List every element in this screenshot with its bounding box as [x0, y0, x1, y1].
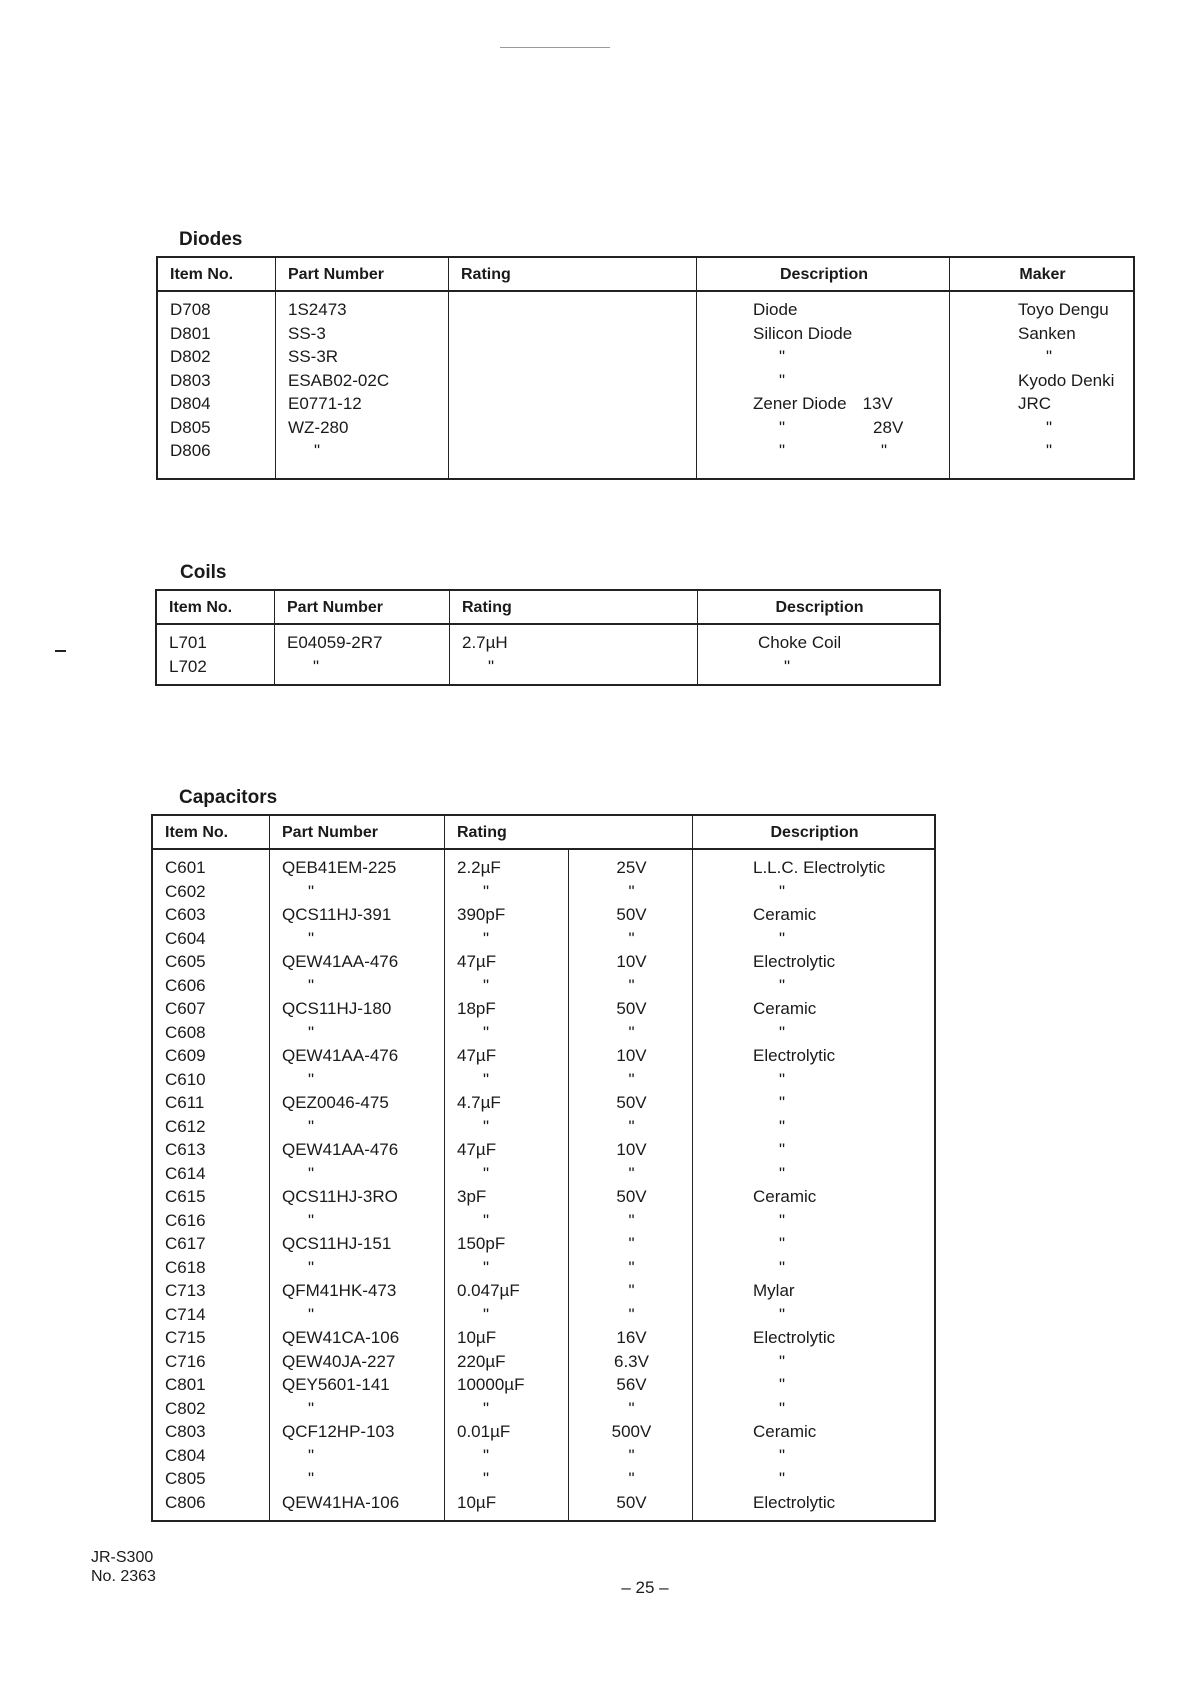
capacitor-description: ": [779, 1234, 786, 1253]
capacitor-item: C606: [165, 975, 206, 995]
capacitor-value: 0.047µF: [457, 1281, 520, 1300]
diodes-header-maker: Maker: [950, 257, 1135, 291]
capacitor-item: C604: [165, 928, 206, 948]
capacitor-part: QEW40JA-227: [282, 1351, 396, 1371]
diode-part: WZ-280: [288, 417, 349, 437]
capacitor-voltage: 50V: [616, 1187, 647, 1206]
capacitor-description: Mylar: [753, 1281, 795, 1300]
footer-model-info: [91, 1548, 156, 1586]
capacitor-description: Ceramic: [753, 1187, 817, 1206]
capacitor-voltage: 50V: [616, 999, 647, 1018]
diode-maker: ": [1046, 441, 1053, 460]
capacitor-voltage: 16V: [616, 1328, 647, 1347]
capacitor-description: ": [779, 1469, 786, 1488]
capacitor-part: ": [308, 1257, 315, 1277]
capacitor-description: ": [779, 1398, 786, 1418]
capacitor-voltage: ": [628, 881, 635, 901]
coil-part: ": [313, 656, 320, 676]
capacitor-part: QCF12HP-103: [282, 1422, 395, 1441]
capacitor-voltage: 10V: [616, 1140, 647, 1159]
capacitor-voltage: 10V: [616, 1046, 647, 1065]
capacitor-value: ": [483, 1210, 490, 1230]
capacitors-header-item: Item No.: [152, 815, 270, 849]
capacitor-value: ": [483, 1304, 490, 1324]
capacitor-value: ": [483, 1022, 490, 1042]
capacitor-item: C610: [165, 1069, 206, 1089]
capacitor-part: QCS11HJ-3RO: [282, 1187, 398, 1206]
capacitor-description: ": [779, 975, 786, 995]
capacitor-item: C714: [165, 1304, 206, 1324]
capacitor-item: C803: [165, 1422, 206, 1441]
capacitor-description: ": [779, 1257, 786, 1277]
capacitor-value: ": [483, 1163, 490, 1183]
diode-part: 1S2473: [288, 300, 347, 319]
diode-part: E0771-12: [288, 394, 362, 413]
diodes-header-part: Part Number: [276, 257, 449, 291]
capacitor-value: 390pF: [457, 905, 506, 924]
capacitor-description: Ceramic: [753, 905, 817, 924]
capacitors-header-part: Part Number: [270, 815, 445, 849]
coils-title: Coils: [180, 562, 227, 583]
capacitor-part: QEB41EM-225: [282, 858, 397, 877]
capacitor-item: C802: [165, 1398, 206, 1418]
capacitors-voltage-col: [569, 849, 693, 1521]
capacitor-part: ": [308, 928, 315, 948]
capacitors-description-col: [693, 849, 936, 1521]
capacitor-value: ": [483, 1398, 490, 1418]
capacitor-voltage: ": [628, 1445, 635, 1465]
diode-item: D708: [170, 300, 211, 319]
capacitor-value: 10000µF: [457, 1375, 525, 1394]
capacitor-item: C601: [165, 858, 206, 877]
capacitor-value: 47µF: [457, 1046, 497, 1065]
capacitor-item: C605: [165, 952, 206, 971]
coils-header-rating: Rating: [450, 590, 698, 624]
capacitor-value: 10µF: [457, 1328, 497, 1347]
coils-header-item: Item No.: [156, 590, 275, 624]
capacitor-value: 47µF: [457, 1140, 497, 1159]
diodes-header-rating: Rating: [449, 257, 697, 291]
coils-header-part: Part Number: [275, 590, 450, 624]
capacitor-part: ": [308, 1069, 315, 1089]
diode-voltage: 28V: [873, 417, 904, 437]
diode-description: ": [779, 370, 786, 390]
coil-description: ": [784, 656, 791, 676]
diode-item: D803: [170, 370, 211, 390]
diode-maker: JRC: [1018, 394, 1052, 413]
capacitors-item-col: [152, 849, 270, 1521]
diode-maker: ": [1046, 417, 1053, 437]
coils-item-col: [156, 624, 275, 685]
capacitor-part: QEW41AA-476: [282, 1140, 399, 1159]
capacitor-voltage: ": [628, 1304, 635, 1324]
capacitor-voltage: 25V: [616, 858, 647, 877]
capacitor-part: QEW41AA-476: [282, 1046, 399, 1065]
capacitor-voltage: 50V: [616, 905, 647, 924]
scan-artifact-line: [500, 47, 610, 48]
capacitor-voltage: ": [628, 1234, 635, 1253]
capacitor-item: C713: [165, 1281, 206, 1300]
capacitor-part: QCS11HJ-391: [282, 905, 392, 924]
capacitor-item: C617: [165, 1234, 206, 1253]
capacitor-description: Ceramic: [753, 999, 817, 1018]
diode-voltage: 13V: [862, 394, 893, 413]
capacitor-item: C616: [165, 1210, 206, 1230]
capacitor-value: ": [483, 1469, 490, 1488]
capacitor-value: ": [483, 1116, 490, 1136]
capacitor-item: C615: [165, 1187, 206, 1206]
capacitor-value: 10µF: [457, 1492, 497, 1512]
diodes-description-col: [697, 291, 950, 479]
diode-description-row: [753, 416, 939, 440]
diodes-header-description: Description: [697, 257, 950, 291]
capacitor-description: ": [779, 1093, 786, 1112]
capacitors-title: Capacitors: [179, 787, 278, 808]
capacitor-part: ": [308, 1116, 315, 1136]
capacitor-part: ": [308, 1445, 315, 1465]
capacitor-voltage: 500V: [611, 1422, 652, 1441]
capacitors-header-rating: Rating: [445, 815, 693, 849]
coils-description-col: [698, 624, 941, 685]
capacitor-value: 150pF: [457, 1234, 506, 1253]
diode-description: ": [779, 347, 786, 366]
capacitor-part: QEW41HA-106: [282, 1492, 400, 1512]
capacitor-description: ": [779, 1375, 786, 1394]
diodes-table: [156, 256, 1135, 480]
model-number: JR-S300: [91, 1549, 154, 1566]
capacitor-description: ": [779, 1351, 786, 1371]
capacitor-part: ": [308, 1210, 315, 1230]
diode-item: D805: [170, 417, 211, 437]
capacitors-part-col: [270, 849, 445, 1521]
capacitors-value-col: [445, 849, 569, 1521]
capacitor-description: ": [779, 881, 786, 901]
coils-table: [155, 589, 941, 686]
capacitor-item: C611: [165, 1093, 205, 1112]
capacitors-header-description: Description: [693, 815, 936, 849]
capacitor-item: C806: [165, 1492, 206, 1512]
capacitor-voltage: ": [628, 928, 635, 948]
capacitor-voltage: ": [628, 1069, 635, 1089]
capacitor-value: ": [483, 1257, 490, 1277]
capacitor-item: C603: [165, 905, 206, 924]
capacitor-part: QFM41HK-473: [282, 1281, 397, 1300]
diode-description: Silicon Diode: [753, 323, 853, 343]
capacitor-description: Electrolytic: [753, 1046, 836, 1065]
diodes-rating-col: [449, 291, 697, 479]
capacitor-voltage: ": [628, 1469, 635, 1488]
capacitor-voltage: ": [628, 975, 635, 995]
capacitor-value: ": [483, 975, 490, 995]
coils-part-col: [275, 624, 450, 685]
coil-part: E04059-2R7: [287, 633, 383, 652]
capacitor-value: 2.2µF: [457, 858, 501, 877]
diode-part: ESAB02-02C: [288, 370, 390, 390]
capacitor-voltage: 10V: [616, 952, 647, 971]
coil-item: L701: [169, 633, 207, 652]
diode-maker: ": [1046, 347, 1053, 366]
capacitor-voltage: ": [628, 1398, 635, 1418]
diode-description-row: [753, 439, 939, 463]
diode-part: ": [314, 441, 321, 460]
diode-description-row: [753, 392, 939, 416]
capacitor-voltage: ": [628, 1281, 635, 1300]
diodes-header-item: Item No.: [157, 257, 276, 291]
capacitor-item: C716: [165, 1351, 206, 1371]
diodes-maker-col: [950, 291, 1135, 479]
capacitor-voltage: ": [628, 1163, 635, 1183]
diode-description: Zener Diode: [753, 394, 847, 413]
capacitor-part: ": [308, 975, 315, 995]
capacitor-description: Electrolytic: [753, 952, 836, 971]
capacitor-voltage: 6.3V: [614, 1351, 649, 1371]
capacitor-value: 0.01µF: [457, 1422, 511, 1441]
capacitor-description: Ceramic: [753, 1422, 817, 1441]
capacitor-part: QEW41AA-476: [282, 952, 399, 971]
capacitor-part: ": [308, 881, 315, 901]
capacitor-voltage: ": [628, 1210, 635, 1230]
diode-item: D802: [170, 347, 211, 366]
capacitor-item: C609: [165, 1046, 206, 1065]
capacitor-description: ": [779, 1022, 786, 1042]
capacitor-voltage: 50V: [616, 1093, 647, 1112]
capacitor-description: ": [779, 1445, 786, 1465]
capacitors-table: [151, 814, 936, 1522]
page-number: – 25 –: [621, 1578, 669, 1597]
capacitor-part: ": [308, 1469, 315, 1488]
diode-voltage: ": [881, 441, 888, 460]
capacitor-description: ": [779, 1116, 786, 1136]
diode-item: D804: [170, 394, 211, 413]
diodes-part-col: [276, 291, 449, 479]
coils-header-description: Description: [698, 590, 941, 624]
capacitor-part: QEY5601-141: [282, 1375, 390, 1394]
capacitor-item: C614: [165, 1163, 206, 1183]
capacitor-item: C607: [165, 999, 206, 1018]
capacitor-description: L.L.C. Electrolytic: [753, 858, 886, 877]
diode-maker: Sanken: [1018, 323, 1076, 343]
capacitor-voltage: 56V: [616, 1375, 647, 1394]
capacitor-value: 3pF: [457, 1187, 487, 1206]
capacitor-voltage: ": [628, 1257, 635, 1277]
diode-part: SS-3: [288, 323, 326, 343]
capacitor-item: C804: [165, 1445, 206, 1465]
capacitor-value: 220µF: [457, 1351, 506, 1371]
capacitor-item: C602: [165, 881, 206, 901]
capacitor-part: QCS11HJ-151: [282, 1234, 392, 1253]
diode-item: D806: [170, 441, 211, 460]
diode-description: Diode: [753, 300, 798, 319]
capacitor-item: C608: [165, 1022, 206, 1042]
diode-part: SS-3R: [288, 347, 339, 366]
capacitor-description: ": [779, 1163, 786, 1183]
diode-maker: Toyo Dengu: [1018, 300, 1109, 319]
diode-item: D801: [170, 323, 211, 343]
capacitor-description: Electrolytic: [753, 1492, 836, 1512]
coils-rating-col: [450, 624, 698, 685]
capacitor-description: Electrolytic: [753, 1328, 836, 1347]
capacitor-description: ": [779, 1069, 786, 1089]
diode-maker: Kyodo Denki: [1018, 370, 1115, 390]
capacitor-description: ": [779, 928, 786, 948]
capacitor-item: C613: [165, 1140, 206, 1159]
capacitor-value: ": [483, 881, 490, 901]
capacitor-item: C715: [165, 1328, 206, 1347]
diodes-item-col: [157, 291, 276, 479]
capacitor-item: C612: [165, 1116, 206, 1136]
capacitor-part: ": [308, 1022, 315, 1042]
coil-item: L702: [169, 656, 207, 676]
document-number: No. 2363: [91, 1568, 156, 1585]
capacitor-part: ": [308, 1304, 315, 1324]
margin-mark: [55, 650, 66, 652]
capacitor-value: 47µF: [457, 952, 497, 971]
capacitor-value: 4.7µF: [457, 1093, 501, 1112]
capacitor-description: ": [779, 1140, 786, 1159]
capacitor-item: C618: [165, 1257, 206, 1277]
capacitor-description: ": [779, 1304, 786, 1324]
capacitor-item: C801: [165, 1375, 206, 1394]
capacitor-part: ": [308, 1163, 315, 1183]
capacitor-voltage: ": [628, 1022, 635, 1042]
capacitor-part: QCS11HJ-180: [282, 999, 392, 1018]
capacitor-value: ": [483, 928, 490, 948]
capacitor-part: ": [308, 1398, 315, 1418]
capacitor-value: 18pF: [457, 999, 496, 1018]
capacitor-part: QEZ0046-475: [282, 1093, 389, 1112]
capacitor-part: QEW41CA-106: [282, 1328, 400, 1347]
capacitor-voltage: ": [628, 1116, 635, 1136]
coil-rating: 2.7µH: [462, 633, 508, 652]
capacitor-voltage: 50V: [616, 1492, 647, 1512]
capacitor-description: ": [779, 1210, 786, 1230]
diode-description: ": [779, 441, 786, 460]
coil-description: Choke Coil: [758, 633, 842, 652]
capacitor-value: ": [483, 1445, 490, 1465]
diodes-title: Diodes: [179, 229, 243, 250]
capacitor-value: ": [483, 1069, 490, 1089]
capacitor-item: C805: [165, 1469, 206, 1488]
diode-description: ": [779, 417, 786, 437]
coil-rating: ": [488, 656, 495, 676]
